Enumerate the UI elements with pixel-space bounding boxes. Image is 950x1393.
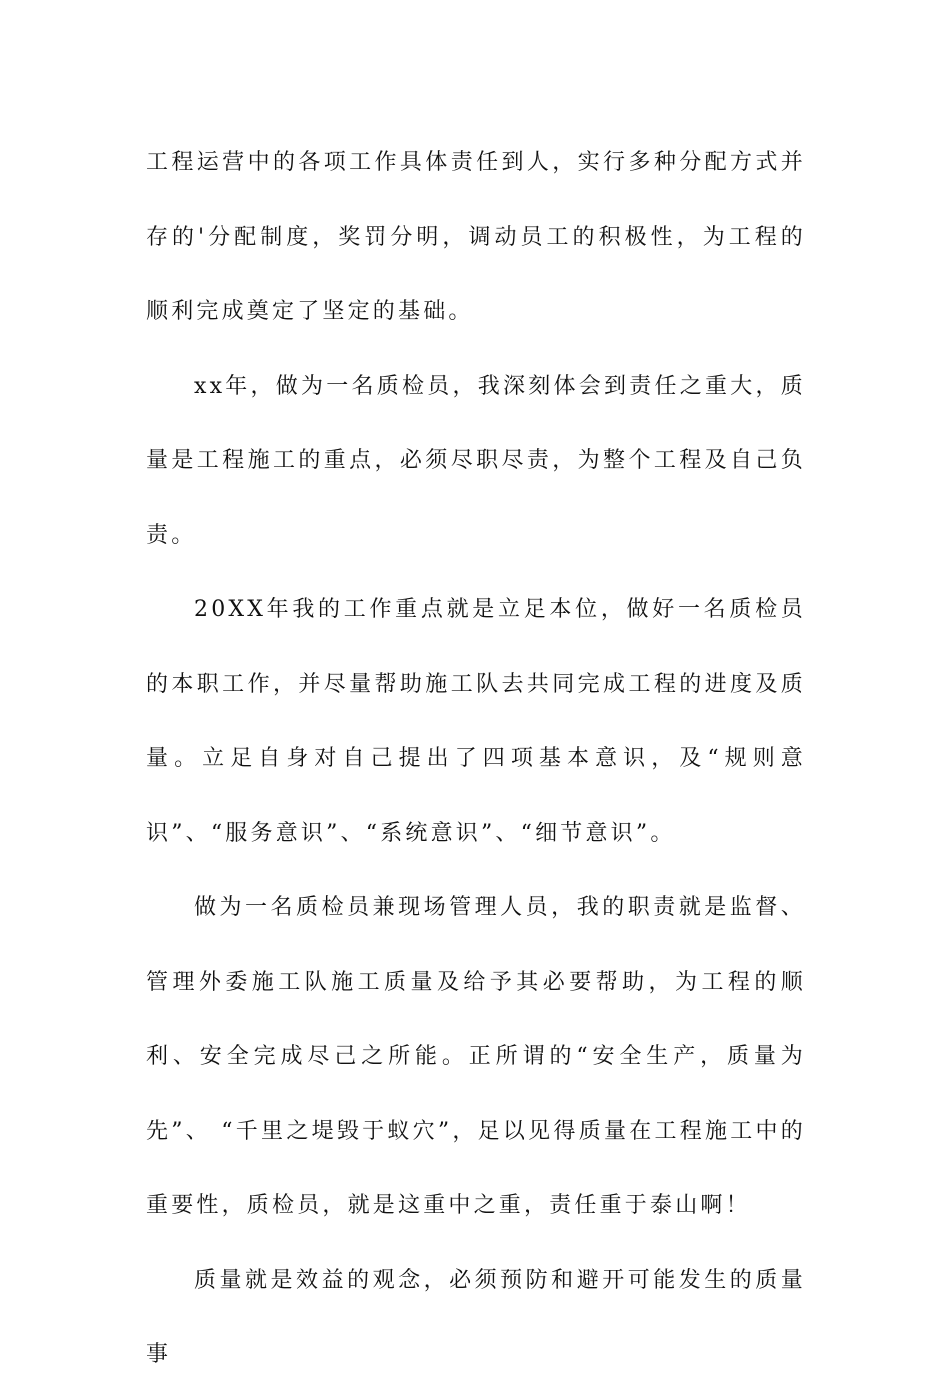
paragraph-2: xx年，做为一名质检员，我深刻体会到责任之重大，质量是工程施工的重点，必须尽职尽责，为整个工程及自己负责。 bbox=[146, 373, 806, 548]
paragraph-3: 20XX年我的工作重点就是立足本位，做好一名质检员的本职工作，并尽量帮助施工队去共同完成工程的进度及质量。立足自身对自己提出了四项基本意识，及“规则意识”、“服务意识”、“系统意识”、“细节意识”。 bbox=[146, 597, 806, 846]
body-text bbox=[146, 126, 806, 1393]
paragraph-5: 质量就是效益的观念，必须预防和避开可能发生的质量事 bbox=[146, 1267, 806, 1367]
paragraph-1: 工程运营中的各项工作具体责任到人，实行多种分配方式并存的'分配制度，奖罚分明，调动员工的积极性，为工程的顺利完成奠定了坚定的基础。 bbox=[146, 150, 806, 324]
paragraph-4: 做为一名质检员兼现场管理人员，我的职责就是监督、管理外委施工队施工质量及给予其必要帮助，为工程的顺利、安全完成尽己之所能。正所谓的“安全生产，质量为先”、 “千里之堤毁于蚁穴”，足以见得质量在工程施工中的重要性，质检员，就是这重中之重，责任重于泰山啊！ bbox=[146, 895, 806, 1218]
